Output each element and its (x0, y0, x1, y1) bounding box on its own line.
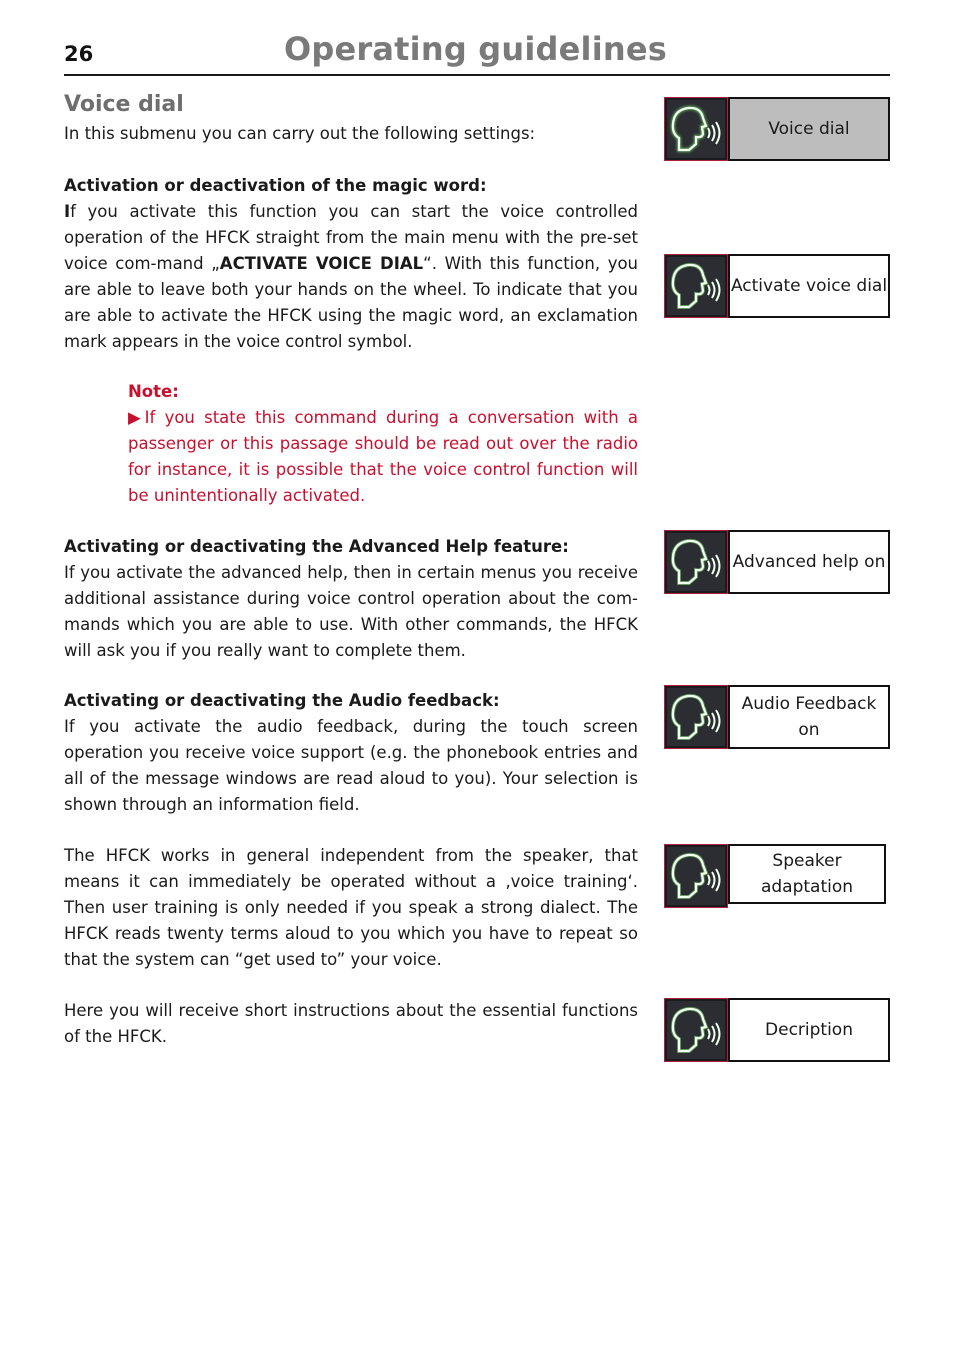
drop-letter: I (64, 202, 71, 221)
speaker-block (64, 843, 638, 973)
magic-word-block (64, 173, 638, 355)
advanced-help-heading: Activating or deactivating the Advanced Help feature: (64, 537, 569, 556)
voice-dial-label: Voice dial (728, 97, 890, 161)
intro-text: In this submenu you can carry out the following settings: (64, 124, 536, 143)
page-header (64, 30, 890, 76)
activate-voice-dial-tile[interactable] (664, 254, 890, 318)
voice-command: ACTIVATE VOICE DIAL (219, 254, 424, 273)
audio-feedback-tile[interactable] (664, 685, 890, 749)
note-body: If you state this command during a conversation with a passenger or this passage should be read out over the radio for instance, it is possible that the voice control function will be unintentionally activated. (128, 408, 638, 505)
page-title: Operating guidelines (284, 30, 668, 68)
audio-feedback-label: Audio Feedback on (728, 685, 890, 749)
advanced-help-block (64, 534, 638, 664)
voice-control-icon (664, 998, 728, 1062)
voice-control-icon (664, 530, 728, 594)
speaker-adaptation-tile[interactable] (664, 844, 890, 908)
advanced-help-tile[interactable] (664, 530, 890, 594)
note-text (128, 405, 638, 509)
audio-feedback-text: If you activate the audio feedback, during the touch screen operation you receive voice support (e.g. the phonebook entries and all of the message windows are read aloud to you). Your selection is shown through an information field. (64, 717, 638, 814)
speaker-adaptation-label: Speaker adaptation (728, 844, 886, 904)
section-intro (64, 121, 638, 147)
note-block (128, 379, 638, 509)
audio-feedback-heading: Activating or deactivating the Audio feedback: (64, 691, 500, 710)
magic-word-text-b: “. With this function, you are able to leave both your hands on the wheel. To indicate that you are able to activate the HFCK using the magic word, an exclamation mark appears in the voice control symbol. (64, 254, 639, 351)
magic-word-heading: Activation or deactivation of the magic word: (64, 176, 487, 195)
magic-word-text-a: f you activate this function you can start the voice controlled operation of the HFCK straight from the main menu with the pre-set voice com-mand „ (64, 202, 638, 273)
description-block (64, 998, 638, 1050)
section-title: Voice dial (64, 92, 184, 117)
audio-feedback-block (64, 688, 638, 818)
advanced-help-text: If you activate the advanced help, then in certain menus you receive additional assistance during voice control operation about the com-mands which you are able to use. With other commands, the HFCK will ask you if you really want to complete them. (64, 563, 638, 660)
advanced-help-label: Advanced help on (728, 530, 890, 594)
magic-word-text (64, 199, 638, 355)
description-label: Decription (728, 998, 890, 1062)
voice-dial-tile[interactable] (664, 97, 890, 161)
voice-control-icon (664, 97, 728, 161)
voice-control-icon (664, 685, 728, 749)
description-text: Here you will receive short instructions about the essential functions of the HFCK. (64, 1001, 638, 1046)
note-title: Note: (128, 382, 179, 401)
page-number: 26 (64, 42, 94, 66)
voice-control-icon (664, 254, 728, 318)
activate-voice-dial-label: Activate voice dial (728, 254, 890, 318)
speaker-text: The HFCK works in general independent from the speaker, that means it can immediately be operated without a ‚voice training‘. Then user training is only needed if you speak a strong dialect. The HFCK reads twenty terms aloud to you which you have to repeat so that the system can “get used to” your voice. (64, 846, 638, 969)
triangle-marker-icon: ▶ (128, 408, 145, 427)
voice-control-icon (664, 844, 728, 908)
description-tile[interactable] (664, 998, 890, 1062)
